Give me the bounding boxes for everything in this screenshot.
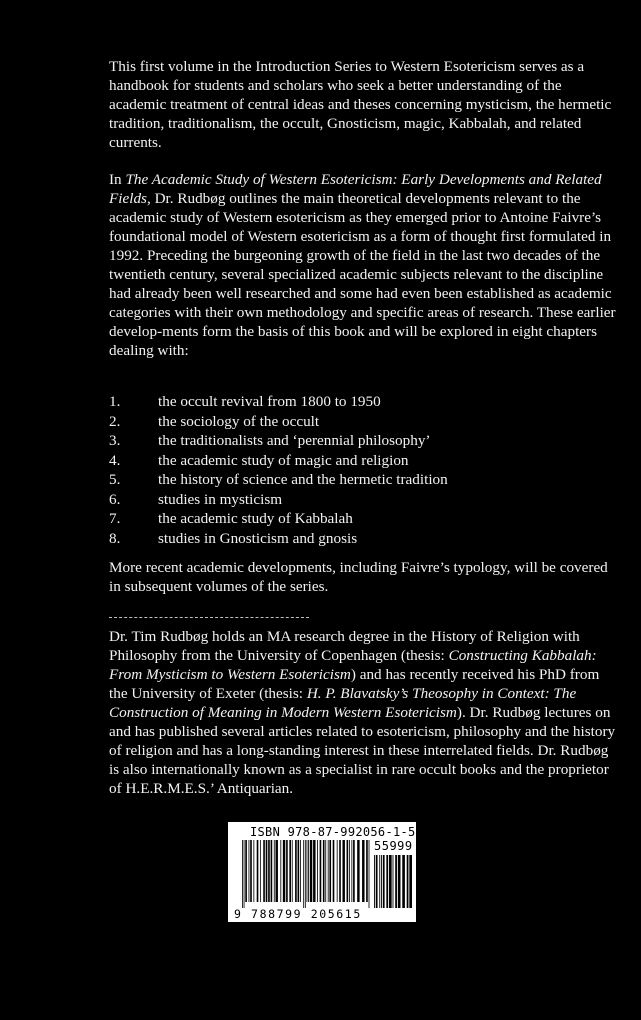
barcode-bar [325,840,326,902]
list-item [109,470,589,489]
barcode-bar [381,855,382,908]
chapter-number: 6. [109,490,121,508]
list-item [109,431,589,450]
barcode-bar [407,855,409,908]
ean-barcode-bars [242,840,369,908]
barcode-bar [349,840,350,902]
chapter-title: the academic study of magic and religion [158,451,409,469]
barcode-bar [260,840,261,902]
barcode-bar [249,840,250,902]
barcode-bar [389,855,392,908]
barcode-bar [393,855,394,908]
barcode-bar [268,840,270,902]
barcode-bar [245,840,247,902]
barcode-bar [357,840,359,902]
barcode-bar [271,840,273,902]
list-item [109,392,589,411]
chapter-list [109,392,589,548]
book-title: The Academic Study of Western Esotericism: Early Developments and Related Fields [109,171,602,207]
ma-thesis-title: Constructing Kabbalah: From Mysticism to Western Esotericism [109,647,597,683]
list-item [109,490,589,509]
barcode-bar [286,840,288,902]
author-bio [109,627,621,798]
barcode-bar [275,840,277,902]
barcode-bar [351,840,352,902]
barcode-bar [292,840,293,902]
barcode-bar [409,855,412,908]
barcode-bar [383,855,385,908]
barcode-bar [295,840,297,902]
barcode-bar [310,840,312,902]
bio-part-2: ) and has recently received his PhD from the University of Exeter (thesis: [109,666,600,702]
ean-digits: 9 788799 205615 [234,907,362,921]
list-item [109,451,589,470]
barcode-bar [250,840,252,902]
chapter-number: 7. [109,510,121,527]
overview-paragraph [109,170,621,360]
barcode-bar [263,840,265,902]
barcode-bar [376,855,378,908]
barcode-bar [320,840,322,902]
list-item [109,529,589,548]
overview-body: , Dr. Rudbøg outlines the main theoretical developments relevant to the academic study of Western esotericism as they emerged prior to Antoine Faivre’s foundational model of Western esotericism as a form of thought first formulated in 1992. Preceding the burgeoning growth of the field in the last two decades of the twentieth century, several specialized academic subjects relevant to the discipline had already been well researched and some had even been established as academic categories with their own methodology and specific areas of research. These earlier develop-ments form the basis of this book and will be explored in eight chapters dealing with: [109,190,616,359]
bio-part-1: Dr. Tim Rudbøg holds an MA research degree in the History of Religion with Philosophy from the University of Copenhagen (thesis: [109,628,580,664]
addon-barcode-bars [374,855,412,908]
barcode-bar [305,840,306,908]
barcode-bar [280,840,281,902]
isbn-number: ISBN 978-87-992056-1-5 [250,825,416,839]
barcode-bar [303,840,304,908]
barcode-bar [362,840,364,902]
overview-lead: In [109,171,126,188]
barcode-bar [366,840,368,902]
chapter-title: studies in mysticism [158,490,283,508]
chapter-title: the sociology of the occult [158,412,320,430]
barcode-bar [323,840,325,902]
barcode-bar [398,855,401,908]
bio-part-3: ). Dr. Rudbøg lectures on and has published several articles related to esotericism, philosophy and the history of religion and has a long-standing interest in these interrelated fields. Dr. Rudbøg is also internationally known as a specialist in rare occult books and the proprietor of H.E.R.M.E.S.’ Antiquarian. [109,704,616,797]
isbn-barcode [228,822,416,922]
divider [109,617,309,618]
barcode-bar [313,840,315,902]
chapter-number: 1. [109,393,121,410]
chapter-number: 3. [109,432,121,449]
barcode-bar [347,840,349,902]
phd-thesis-title: H. P. Blavatsky’s Theosophy in Context: The Construction of Meaning in Modern Western Esotericism [109,685,577,721]
closing-paragraph: More recent academic developments, including Faivre’s typology, will be covered in subsequent volumes of the series. [109,559,608,595]
list-item [109,509,589,528]
barcode-bar [402,855,405,908]
barcode-bar [333,840,335,902]
chapter-title: studies in Gnosticism and gnosis [158,529,358,547]
chapter-number: 2. [109,412,121,430]
barcode-bar [329,840,331,902]
barcode-bar [298,840,300,902]
intro-paragraph: This first volume in the Introduction Series to Western Esotericism serves as a handbook for students and scholars who seek a better understanding of the academic treatment of central ideas and theses concerning mysticism, the hermetic tradition, traditionalism, the occult, Gnosticism, magic, Kabbalah, and related currents. [109,58,612,151]
barcode-bar [328,840,329,902]
price-code: 55999 [374,839,413,853]
barcode-bar [337,840,338,902]
barcode-bar [274,840,275,902]
chapter-number: 5. [109,471,121,488]
barcode-bar [369,840,370,908]
list-item [109,412,589,431]
chapter-number: 4. [109,451,121,469]
barcode-bar [253,840,254,902]
barcode-bar [386,855,388,908]
barcode-bar [395,855,397,908]
chapter-title: the traditionalists and ‘perennial philosophy’ [158,432,431,449]
barcode-bar [244,840,245,908]
chapter-title: the occult revival from 1800 to 1950 [158,393,381,410]
barcode-bar [283,840,285,902]
barcode-bar [242,840,243,908]
barcode-bar [289,840,291,902]
barcode-bar [379,855,380,908]
chapter-title: the academic study of Kabbalah [158,510,353,527]
barcode-bar [353,840,355,902]
barcode-bar [342,840,344,902]
barcode-bar [317,840,318,902]
barcode-bar [257,840,259,902]
chapter-title: the history of science and the hermetic tradition [158,471,448,488]
barcode-bar [266,840,268,902]
barcode-bar [300,840,301,902]
barcode-bar [374,855,375,908]
barcode-bar [308,840,309,902]
chapter-number: 8. [109,529,121,547]
barcode-bar [339,840,341,902]
barcode-bar [307,840,308,902]
